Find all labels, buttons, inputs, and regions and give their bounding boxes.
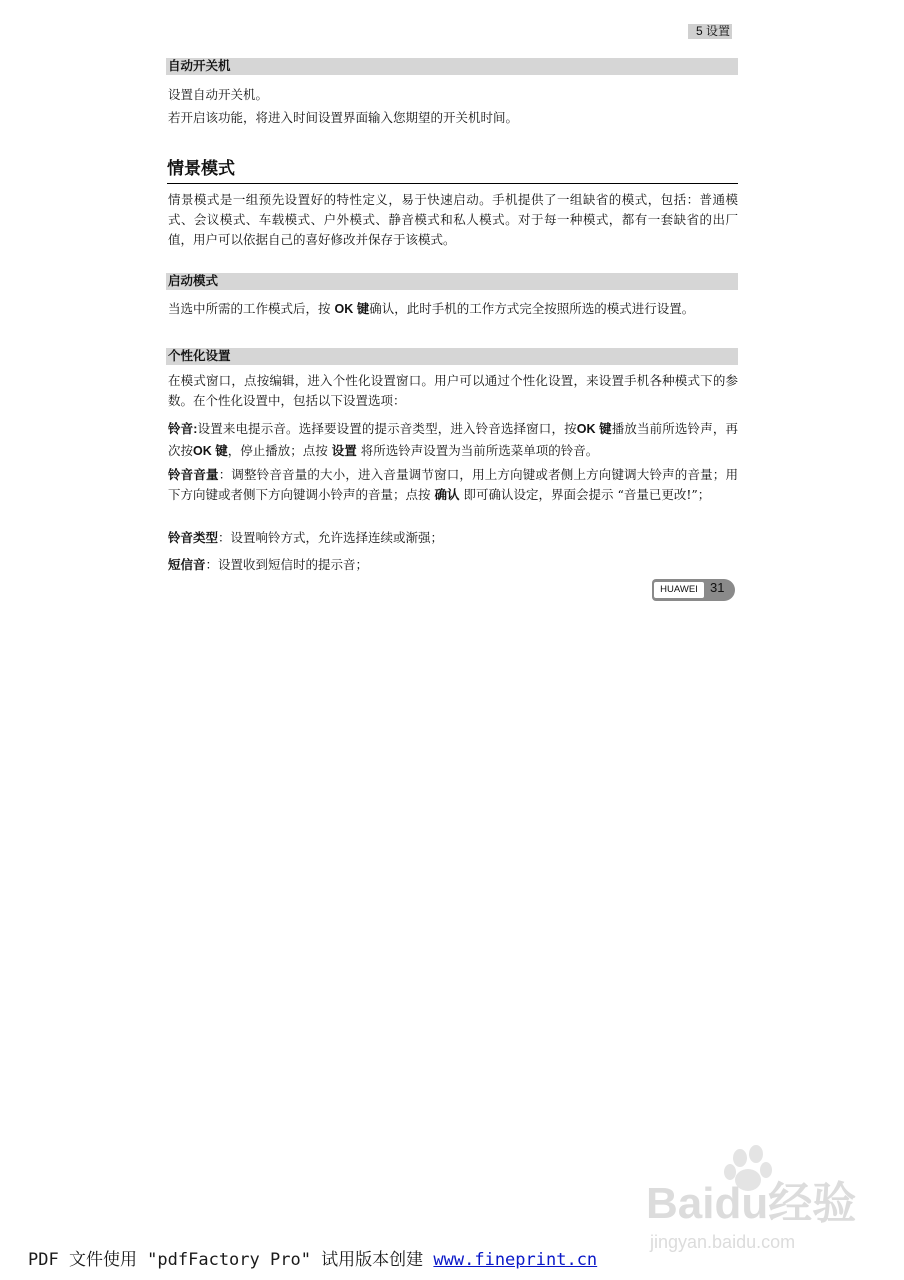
section-bar-activate: 启动模式 — [166, 273, 738, 290]
sms-tone-label: 短信音 — [168, 558, 206, 572]
section-bar-personalize: 个性化设置 — [166, 348, 738, 365]
volume-text-1: ：调整铃音音量的大小，进入音量调节窗口，用上方向键或者侧上方向键调大铃声的音量；用下方向键或者侧下方向键调小铃声的音量；点按 — [168, 467, 738, 502]
ringtone-text-1: 设置来电提示音。选择要设置的提示音类型，进入铃音选择窗口，按 — [197, 421, 577, 436]
baidu-jingyan-watermark — [640, 1140, 870, 1260]
activate-text — [168, 299, 738, 319]
profiles-heading: 情景模式 — [167, 157, 738, 184]
ring-type-label: 铃音类型 — [168, 531, 219, 545]
personalize-intro: 在模式窗口，点按编辑，进入个性化设置窗口。用户可以通过个性化设置，来设置手机各种模式下的参数。在个性化设置中，包括以下设置选项： — [168, 373, 738, 408]
volume-item — [168, 465, 738, 505]
fineprint-link[interactable]: www.fineprint.cn — [433, 1250, 598, 1270]
section-bar-auto-power: 自动开关机 — [166, 58, 738, 75]
profiles-intro: 情景模式是一组预先设置好的特性定义，易于快速启动。手机提供了一组缺省的模式，包括：普通模式、会议模式、车载模式、户外模式、静音模式和私人模式。对于每一种模式，都有一套缺省的出厂值，用户可以依据自己的喜好修改并保存于该模式。 — [168, 192, 738, 247]
page-footer-badge — [652, 579, 735, 601]
ringtone-key-2: OK 键 — [193, 444, 228, 458]
page-number: 31 — [710, 580, 725, 595]
ringtone-key-1: OK 键 — [576, 422, 612, 436]
ring-type-text: ：设置响铃方式，允许选择连续或渐强； — [218, 530, 444, 545]
ringtone-text-4: 将所选铃声设置为当前所选菜单项的铃音。 — [356, 443, 599, 458]
ok-key-label: OK 键 — [334, 302, 370, 316]
activate-post: 确认，此时手机的工作方式完全按照所选的模式进行设置。 — [369, 301, 695, 316]
ringtone-text-3: ，停止播放；点按 — [227, 443, 332, 458]
chapter-tag: 5 设置 — [688, 24, 732, 39]
sms-tone-text: ：设置收到短信时的提示音； — [205, 557, 369, 572]
pdf-note-text: PDF 文件使用 "pdfFactory Pro" 试用版本创建 — [28, 1250, 434, 1270]
sms-tone-item — [168, 555, 738, 575]
volume-key: 确认 — [434, 488, 460, 502]
huawei-logo: HUAWEI — [654, 582, 704, 598]
activate-pre: 当选中所需的工作模式后，按 — [168, 301, 335, 316]
ringtone-item — [168, 418, 738, 462]
volume-text-2: 即可确认设定，界面会提示 “音量已更改!”； — [459, 487, 711, 502]
watermark-brand: Baidu经验 — [646, 1179, 857, 1228]
ring-type-item — [168, 528, 738, 548]
ringtone-label: 铃音: — [168, 422, 198, 436]
pdf-factory-note — [28, 1245, 597, 1270]
volume-label: 铃音音量 — [168, 468, 219, 482]
watermark-url: jingyan.baidu.com — [650, 1232, 796, 1252]
auto-power-line-1: 设置自动开关机。 — [168, 87, 269, 102]
ringtone-text-2: 播放当前所选铃声，再次按 — [168, 421, 738, 458]
auto-power-line-2: 若开启该功能，将进入时间设置界面输入您期望的开关机时间。 — [168, 110, 519, 125]
ringtone-key-3: 设置 — [331, 444, 357, 458]
